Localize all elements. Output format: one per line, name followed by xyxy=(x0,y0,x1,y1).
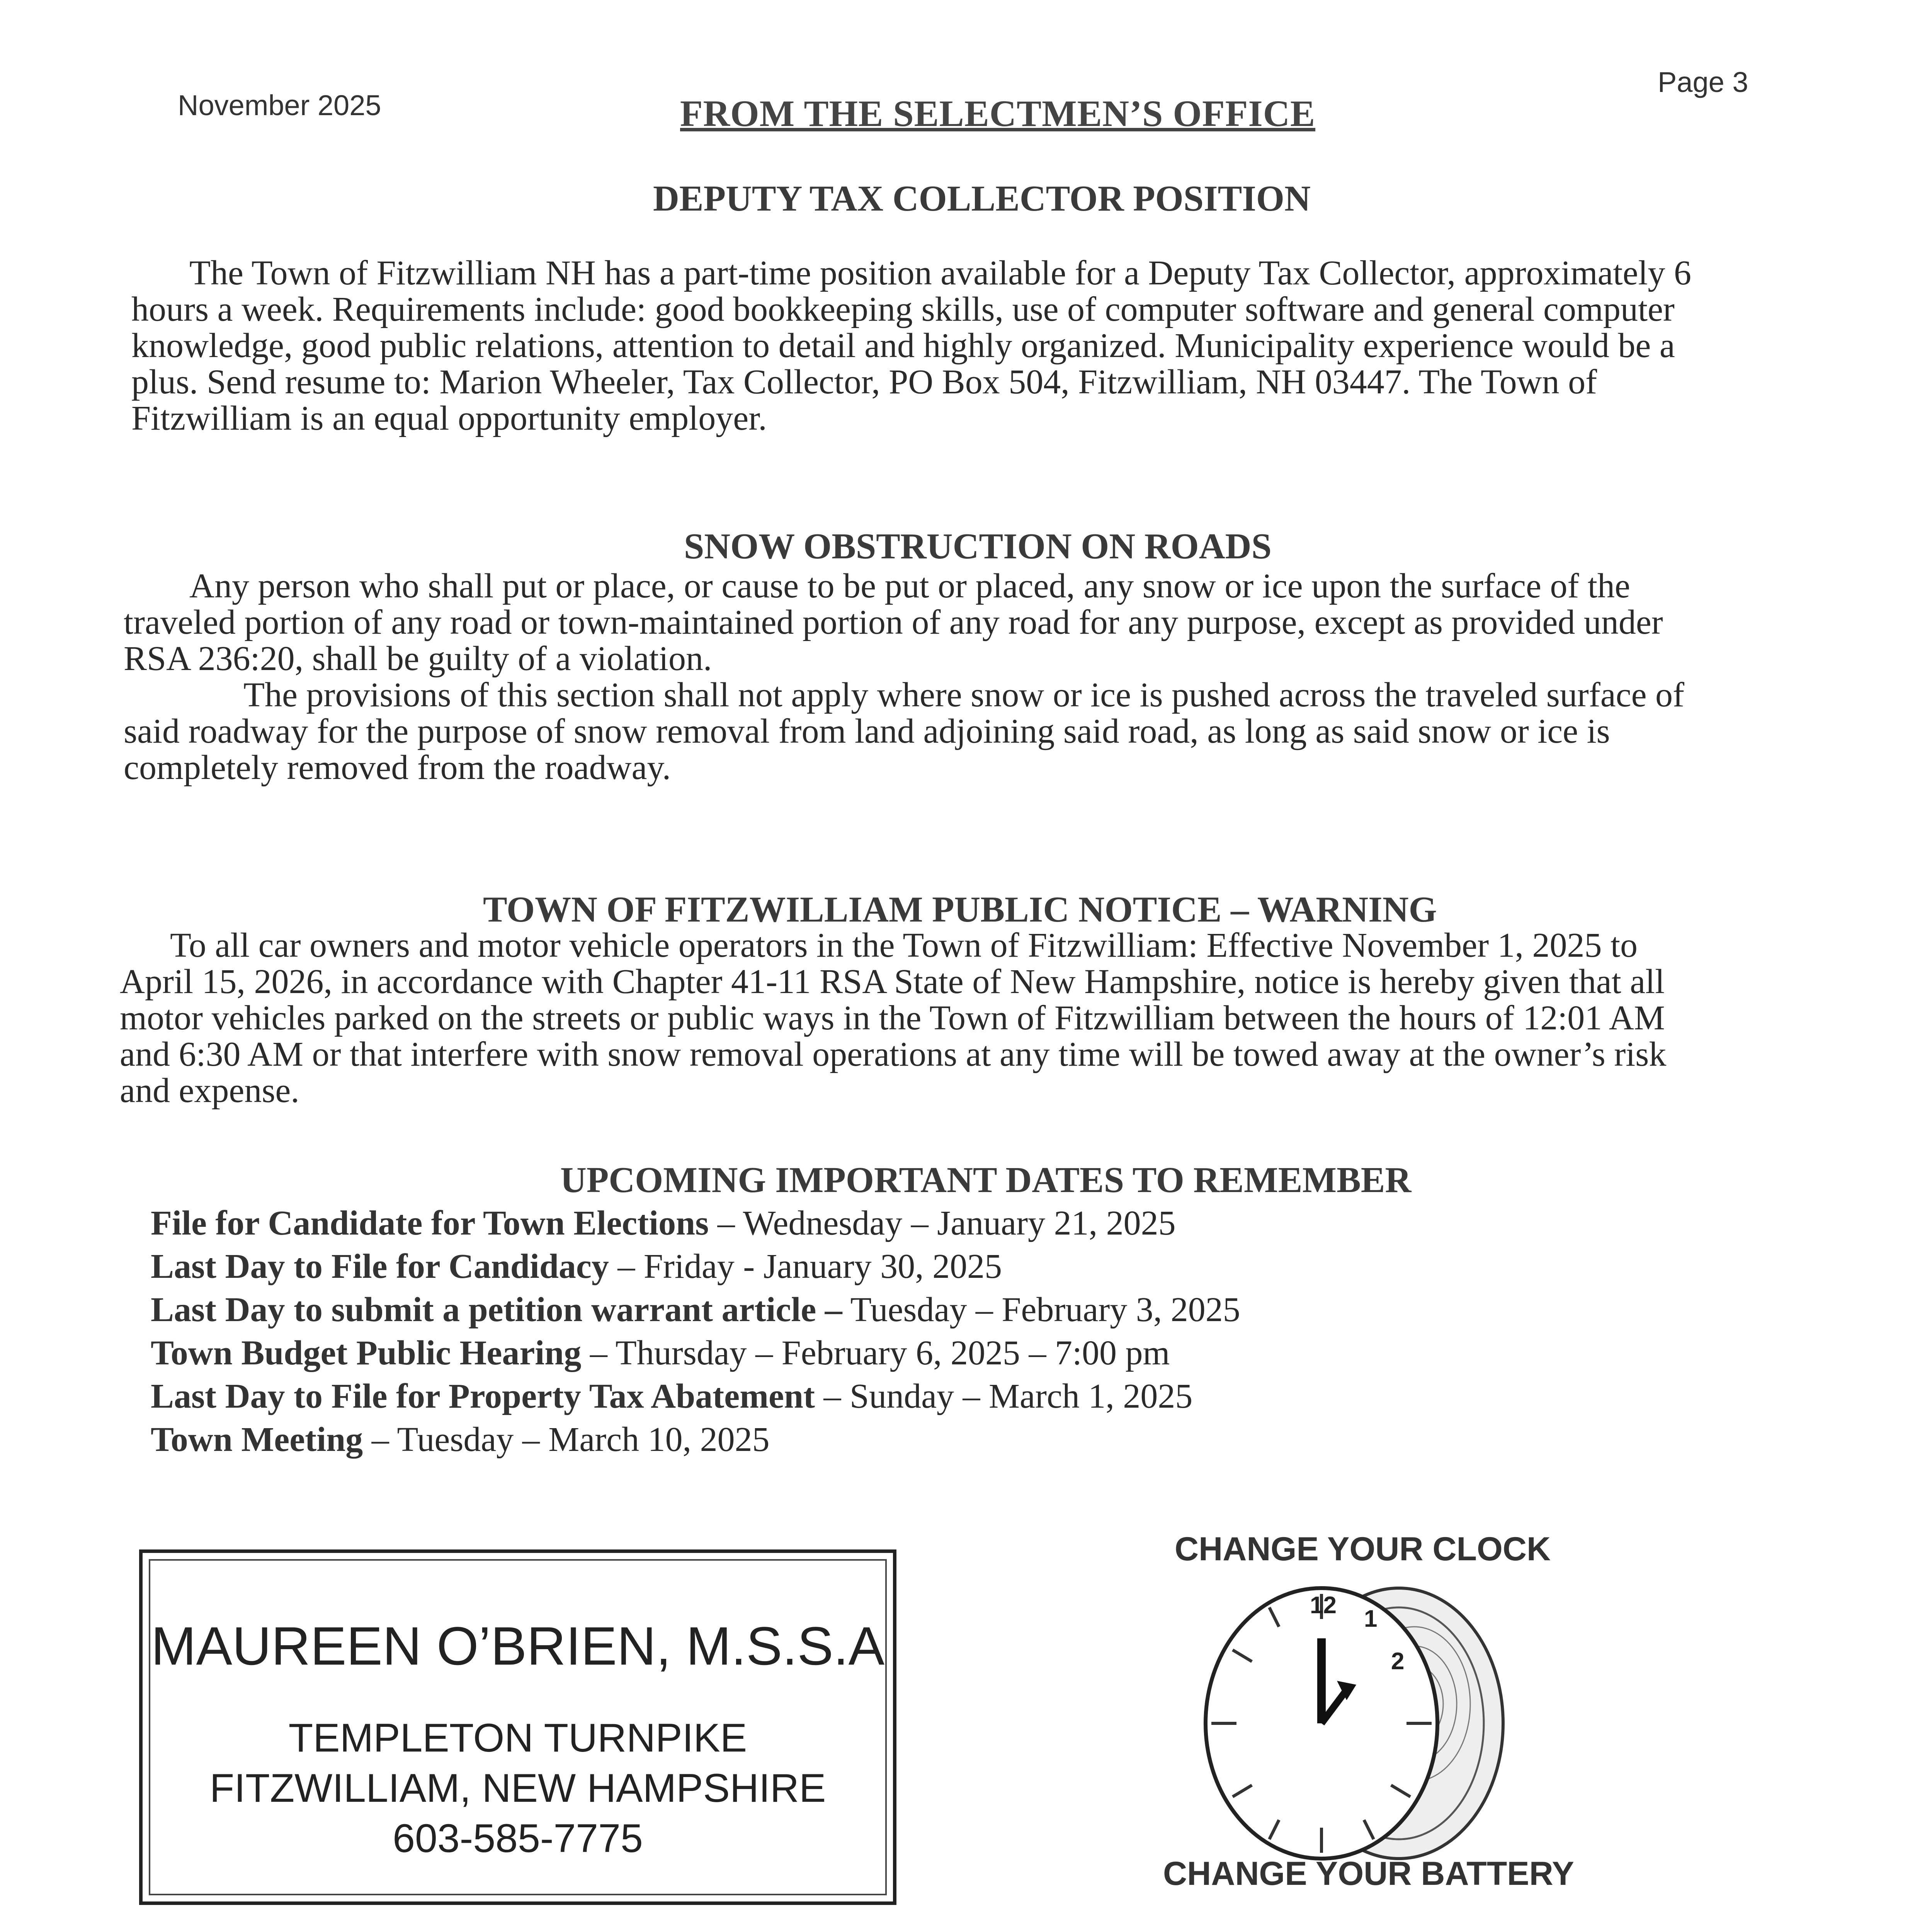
snow-line: Any person who shall put or place, or cause to be put or placed, any snow or ice upon the surface of the xyxy=(189,567,1630,605)
clock-number-1: 1 xyxy=(1364,1605,1378,1632)
battery-title: CHANGE YOUR BATTERY xyxy=(1163,1855,1574,1892)
snow-line: completely removed from the roadway. xyxy=(124,748,671,787)
notice-line: and 6:30 AM or that interfere with snow removal operations at any time will be towed away at the owner’s risk xyxy=(120,1035,1667,1073)
date-item: File for Candidate for Town Elections – Wednesday – January 21, 2025 xyxy=(151,1204,1176,1242)
page-title: FROM THE SELECTMEN’S OFFICE xyxy=(680,93,1316,134)
notice-paragraph xyxy=(120,927,1839,1109)
dates-section-title: UPCOMING IMPORTANT DATES TO REMEMBER xyxy=(560,1160,1412,1200)
notice-line: and expense. xyxy=(120,1071,299,1110)
snow-section-title: SNOW OBSTRUCTION ON ROADS xyxy=(684,526,1272,566)
notice-line: April 15, 2026, in accordance with Chapter 41-11 RSA State of New Hampshire, notice is hereby given that all xyxy=(120,963,1665,1001)
deputy-line: Fitzwilliam is an equal opportunity employer. xyxy=(131,399,767,437)
ad-inner-border xyxy=(149,1559,887,1895)
date-item: Last Day to File for Candidacy – Friday - January 30, 2025 xyxy=(151,1247,1002,1286)
deputy-section-title: DEPUTY TAX COLLECTOR POSITION xyxy=(653,179,1311,219)
clock-title: CHANGE YOUR CLOCK xyxy=(1175,1531,1551,1568)
snow-line: The provisions of this section shall not apply where snow or ice is pushed across the traveled surface of xyxy=(243,676,1685,714)
issue-date: November 2025 xyxy=(178,89,381,121)
ad-phone: 603-585-7775 xyxy=(393,1816,643,1861)
date-item: Last Day to File for Property Tax Abatement – Sunday – March 1, 2025 xyxy=(151,1377,1193,1415)
ad-town: FITZWILLIAM, NEW HAMPSHIRE xyxy=(209,1766,826,1811)
page-number: Page 3 xyxy=(1658,66,1748,98)
date-item: Town Budget Public Hearing – Thursday – February 6, 2025 – 7:00 pm xyxy=(151,1334,1170,1372)
clock-number-2: 2 xyxy=(1391,1648,1405,1675)
snow-line: said roadway for the purpose of snow removal from land adjoining said road, as long as said snow or ice is xyxy=(124,712,1610,750)
deputy-line: hours a week. Requirements include: good bookkeeping skills, use of computer software and general computer xyxy=(131,290,1675,328)
notice-line: motor vehicles parked on the streets or public ways in the Town of Fitzwilliam between the hours of 12:01 AM xyxy=(120,999,1665,1037)
clock-battery-graphic xyxy=(1198,1577,1515,1870)
snow-line: RSA 236:20, shall be guilty of a violation. xyxy=(124,639,712,678)
deputy-paragraph xyxy=(131,255,1843,437)
date-item: Town Meeting – Tuesday – March 10, 2025 xyxy=(151,1420,770,1459)
notice-section-title: TOWN OF FITZWILLIAM PUBLIC NOTICE – WARNING xyxy=(483,889,1437,930)
clock-number-12: 12 xyxy=(1310,1592,1337,1619)
ad-name: MAUREEN O’BRIEN, M.S.S.A xyxy=(151,1616,885,1676)
date-item: Last Day to submit a petition warrant article – Tuesday – February 3, 2025 xyxy=(151,1291,1240,1329)
maureen-obrien-ad xyxy=(139,1549,896,1905)
notice-line: To all car owners and motor vehicle operators in the Town of Fitzwilliam: Effective November 1, 2025 to xyxy=(170,926,1638,964)
snow-paragraph xyxy=(124,568,1843,786)
ad-street: TEMPLETON TURNPIKE xyxy=(288,1716,747,1760)
clock-icon xyxy=(1198,1577,1515,1870)
deputy-line: The Town of Fitzwilliam NH has a part-time position available for a Deputy Tax Collector, approximately 6 xyxy=(189,254,1692,292)
deputy-line: plus. Send resume to: Marion Wheeler, Tax Collector, PO Box 504, Fitzwilliam, NH 03447. The Town of xyxy=(131,363,1597,401)
deputy-line: knowledge, good public relations, attention to detail and highly organized. Municipality experience would be a xyxy=(131,327,1675,365)
snow-line: traveled portion of any road or town-maintained portion of any road for any purpose, except as provided under xyxy=(124,603,1663,641)
dates-list xyxy=(151,1202,1619,1461)
